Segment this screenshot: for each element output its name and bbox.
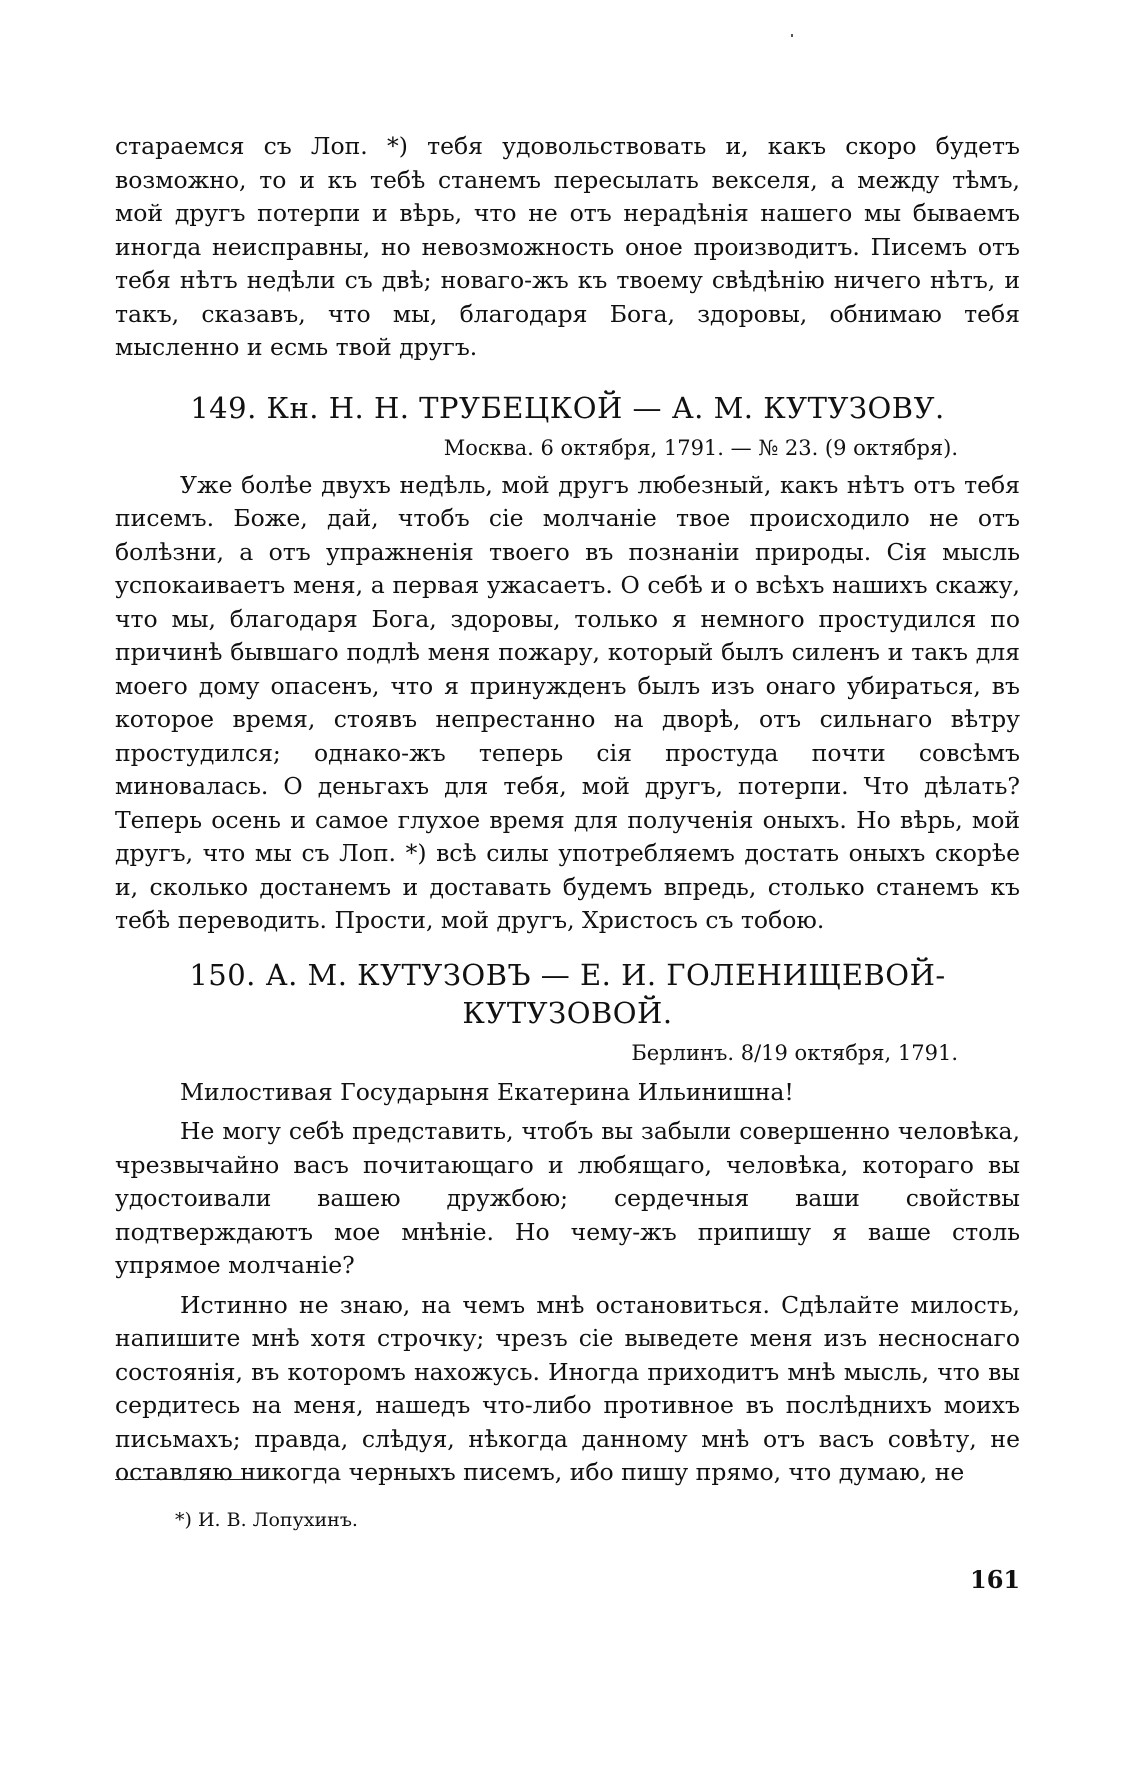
- page-number: 161: [970, 1565, 1021, 1594]
- letter-149-dateline: Москва. 6 октября, 1791. — № 23. (9 октября).: [443, 435, 958, 460]
- scan-speck: [791, 34, 793, 37]
- continuation-paragraph: стараемся съ Лоп. *) тебя удовольствовать и, какъ скоро будетъ возможно, то и къ тебѣ станемъ пересылать векселя, а между тѣмъ, мой другъ потерпи и вѣрь, что не отъ нерадѣнія нашего мы бываемъ иногда неисправны, но невозможность оное производитъ. Писемъ отъ тебя нѣтъ недѣли съ двѣ; новаго-жъ къ твоему свѣдѣнію ничего нѣтъ, и такъ, сказавъ, что мы, благодаря Бога, здоровы, обнимаю тебя мысленно и есмь твой другъ.: [115, 132, 1020, 361]
- letter-149-body: Уже болѣе двухъ недѣль, мой другъ любезный, какъ нѣтъ отъ тебя писемъ. Боже, дай, чтобъ сіе молчаніе твое происходило не отъ болѣзни, а отъ упражненія твоего въ познаніи природы. Сія мысль успокаиваетъ меня, а первая ужасаетъ. О себѣ и о всѣхъ нашихъ скажу, что мы, благодаря Бога, здоровы, только я немного простудился по причинѣ бывшаго подлѣ меня пожару, который былъ силенъ и такъ для моего дому опасенъ, что я принужденъ былъ изъ онаго убираться, въ которое время, стоявъ непрестанно на дворѣ, отъ сильнаго вѣтру простудился; однако-жъ теперь сія простуда почти совсѣмъ миновалась. О деньгахъ для тебя, мой другъ, потерпи. Что дѣлать? Теперь осень и самое глухое время для полученія оныхъ. Но вѣрь, мой другъ, что мы съ Лоп. *) всѣ силы употребляемъ достать оныхъ скорѣе и, сколько достанемъ и доставать будемъ впредь, столько станемъ къ тебѣ переводить. Прости, мой другъ, Христосъ съ тобою.: [115, 470, 1020, 934]
- footnote-divider: [115, 1479, 273, 1480]
- letter-150-dateline: Берлинъ. 8/19 октября, 1791.: [631, 1040, 958, 1065]
- letter-149-heading: 149. Кн. Н. Н. ТРУБЕЦКОЙ — А. М. КУТУЗОВУ.: [190, 390, 945, 425]
- page-body: [115, 130, 1020, 1490]
- footnote: *) И. В. Лопухинъ.: [175, 1509, 358, 1531]
- letter-150-heading: 150. А. М. КУТУЗОВЪ — Е. И. ГОЛЕНИЩЕВОЙ-КУТУЗОВОЙ.: [189, 957, 946, 1030]
- letter-150-paragraph-1: Не могу себѣ представить, чтобъ вы забыли совершенно человѣка, чрезвычайно васъ почитающаго и любящаго, человѣка, котораго вы удостоивали вашею дружбою; сердечныя ваши свойствы подтверждаютъ мое мнѣніе. Но чему-жъ припишу я ваше столь упрямое молчаніе?: [115, 1117, 1020, 1279]
- letter-150-salutation: Милостивая Государыня Екатерина Ильинишна!: [180, 1077, 794, 1106]
- letter-150-paragraph-2: Истинно не знаю, на чемъ мнѣ остановиться. Сдѣлайте милость, напишите мнѣ хотя строчку; чрезъ сіе выведете меня изъ несноснаго состоянія, въ которомъ нахожусь. Иногда приходитъ мнѣ мысль, что вы сердитесь на меня, нашедъ что-либо противное въ послѣднихъ моихъ письмахъ; правда, слѣдуя, нѣкогда данному мнѣ отъ васъ совѣту, не оставляю никогда черныхъ писемъ, ибо пишу прямо, что думаю, не: [115, 1290, 1020, 1486]
